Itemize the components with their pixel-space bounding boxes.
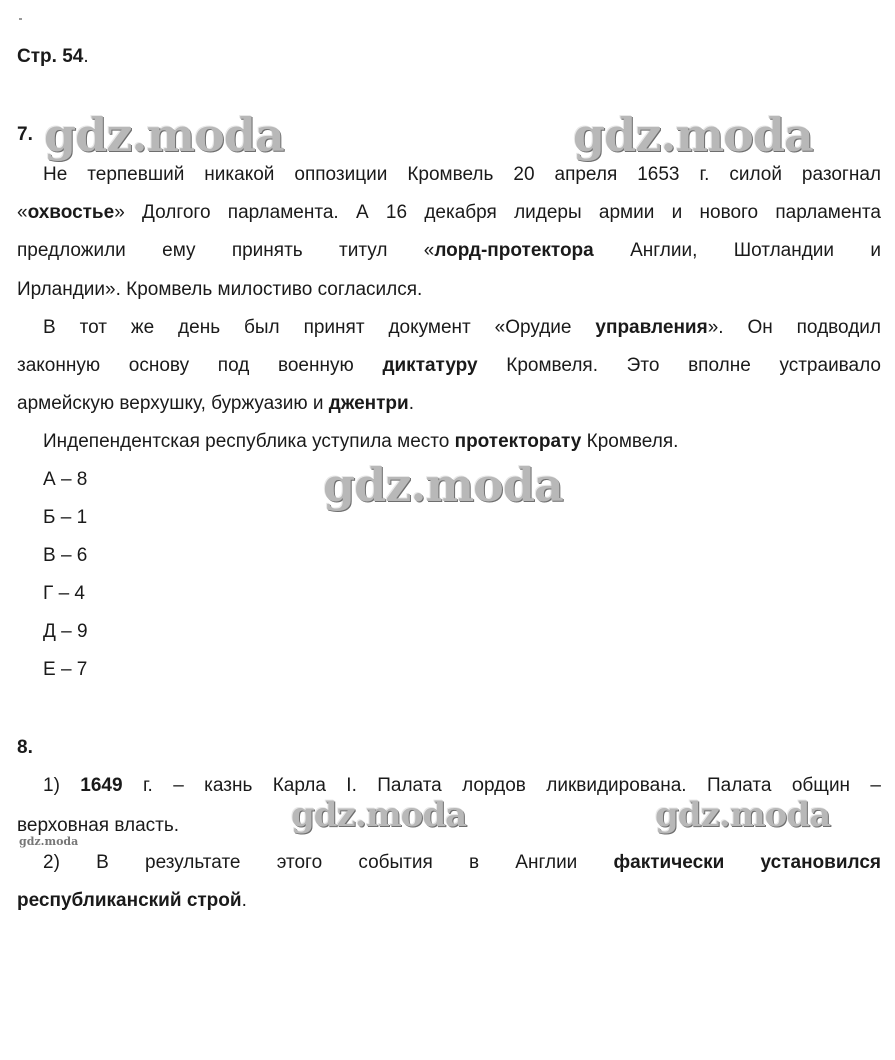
watermark-logo: gdz.moda: [291, 795, 467, 835]
task-7-p2-line-2: законную основу под военную диктатуру Кромвеля. Это вполне устраивало: [17, 355, 881, 376]
term-gentry: джентри: [328, 393, 409, 414]
term-dictatorship: диктатуру: [382, 355, 478, 376]
page-label: Стр. 54: [17, 46, 84, 67]
answer-item: Б – 1: [43, 507, 88, 528]
task-8-item-1-line-2: верховная власть.: [17, 815, 180, 836]
watermark-logo: gdz.moda: [573, 108, 813, 162]
answer-item: Е – 7: [43, 659, 88, 680]
term-protectorate: протекторату: [454, 431, 582, 452]
task-8-number: 8.: [17, 737, 33, 758]
task-8-item-2-line-1: 2) В результате этого события в Англии фактически установился: [43, 852, 881, 873]
watermark-logo: gdz.moda: [44, 108, 284, 162]
term-de-facto-established: фактически установился: [613, 852, 881, 873]
term-upravleniya: управления: [595, 317, 708, 338]
page-heading: [17, 46, 89, 68]
task-7-p1-line-3: предложили ему принять титул «лорд-протектора Англии, Шотландии и: [17, 240, 882, 261]
term-year-1649: 1649: [80, 775, 123, 796]
task-7-p1-line-1: Не терпевший никакой оппозиции Кромвель 20 апреля 1653 г. силой разогнал: [43, 164, 881, 185]
watermark-logo: gdz.moda: [323, 458, 563, 512]
term-lord-protector: лорд-протектора: [434, 240, 594, 261]
answer-item: Г – 4: [43, 583, 85, 604]
task-7-p1-line-2: «охвостье» Долгого парламента. А 16 декабря лидеры армии и нового парламента: [17, 202, 881, 223]
task-7-number: 7.: [17, 124, 33, 145]
task-7-p2-line-1: В тот же день был принят документ «Орудие управления». Он подводил: [43, 317, 881, 338]
watermark-logo-small: gdz.moda: [19, 835, 79, 848]
task-8-item-2-line-2: республиканский строй.: [17, 890, 247, 911]
answer-item: В – 6: [43, 545, 88, 566]
watermark-logo: gdz.moda: [655, 795, 831, 835]
term-republican-system: республиканский строй: [17, 890, 242, 911]
term-okhvostie: охвостье: [27, 202, 115, 223]
answer-item: А – 8: [43, 469, 88, 490]
task-7-p1-line-4: Ирландии». Кромвель милостиво согласился.: [17, 279, 423, 300]
answer-item: Д – 9: [43, 621, 88, 642]
task-7-p2-line-3: армейскую верхушку, буржуазию и джентри.: [17, 393, 414, 414]
scan-speck: [19, 18, 22, 20]
task-7-p3: Индепендентская республика уступила место протекторату Кромвеля.: [43, 431, 679, 452]
page-label-trail: .: [83, 46, 89, 67]
task-8-item-1-line-1: 1) 1649 г. – казнь Карла I. Палата лордов ликвидирована. Палата общин –: [43, 775, 881, 796]
